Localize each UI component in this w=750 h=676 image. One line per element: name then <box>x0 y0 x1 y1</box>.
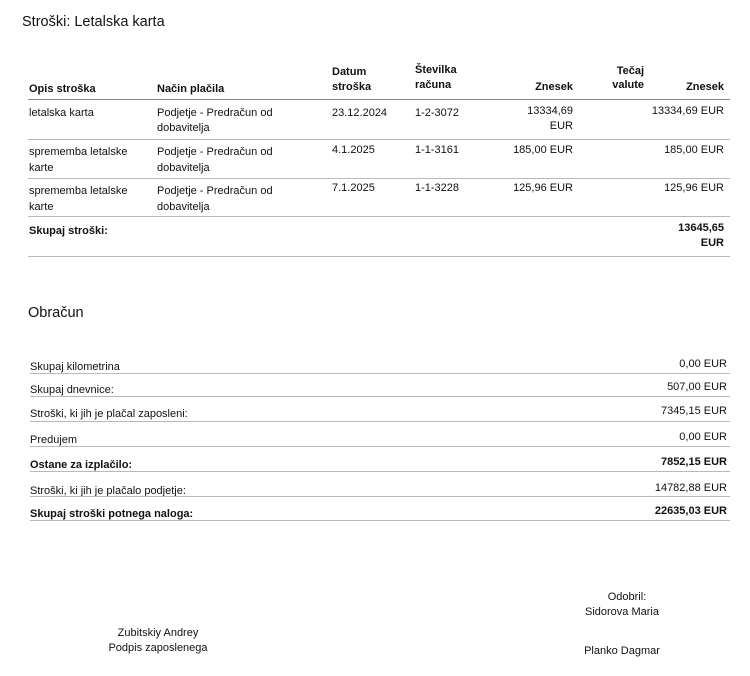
row3-nacin-line1: Podjetje - Predračun od <box>157 185 273 197</box>
settlement-row-label: Skupaj kilometrina <box>30 361 120 373</box>
settlement-title: Obračun <box>28 305 84 321</box>
row2-znesek-eur: 185,00 EUR <box>664 144 724 156</box>
header-datum-line2: stroška <box>332 81 372 93</box>
header-divider <box>28 99 730 100</box>
row3-datum: 7.1.2025 <box>332 182 375 194</box>
row1-znesek-line1: 13334,69 <box>527 105 573 117</box>
employee-signature-caption: Podpis zaposlenega <box>108 642 208 654</box>
settlement-row-value: 0,00 EUR <box>679 358 727 370</box>
row1-nacin-line1: Podjetje - Predračun od <box>157 107 273 119</box>
row2-opis-line1: sprememba letalske <box>29 146 128 158</box>
header-stevilka-line2: računa <box>415 79 452 91</box>
header-opis: Opis stroška <box>29 83 96 95</box>
settlement-row-divider <box>30 471 730 472</box>
row1-opis: letalska karta <box>29 107 94 119</box>
settlement-row-value: 0,00 EUR <box>679 431 727 443</box>
settlement-row-label: Ostane za izplačilo: <box>30 459 133 471</box>
employee-name: Zubitskiy Andrey <box>117 627 199 639</box>
row2-datum: 4.1.2025 <box>332 144 375 156</box>
settlement-row-value: 7345,15 EUR <box>660 405 727 417</box>
settlement-row-divider <box>30 421 730 422</box>
costs-total-divider <box>28 256 730 257</box>
settlement-row-divider <box>30 496 730 497</box>
header-znesek: Znesek <box>535 81 573 93</box>
row3-stevilka: 1-1-3228 <box>415 182 460 194</box>
row1-stevilka: 1-2-3072 <box>415 107 460 119</box>
row3-znesek-eur: 125,96 EUR <box>664 182 724 194</box>
approved-label: Odobril: <box>607 591 647 603</box>
row3-opis-line2: karte <box>29 201 54 213</box>
row2-nacin-line2: dobavitelja <box>157 162 210 174</box>
settlement-row-label: Skupaj stroški potnega naloga: <box>30 508 194 520</box>
costs-title: Stroški: Letalska karta <box>22 14 165 30</box>
settlement-row-value: 22635,03 EUR <box>654 505 727 517</box>
row1-znesek-line2: EUR <box>549 120 573 132</box>
row2-nacin-line1: Podjetje - Predračun od <box>157 146 273 158</box>
settlement-row-value: 507,00 EUR <box>667 381 727 393</box>
approver-2: Planko Dagmar <box>584 645 660 657</box>
settlement-row-label: Predujem <box>30 434 78 446</box>
settlement-row-label: Stroški, ki jih je plačalo podjetje: <box>30 485 186 497</box>
row1-znesek-eur: 13334,69 EUR <box>651 105 724 117</box>
row2-znesek: 185,00 EUR <box>513 144 573 156</box>
settlement-row-label: Skupaj dnevnice: <box>30 384 114 396</box>
row2-stevilka: 1-1-3161 <box>415 144 460 156</box>
row1-nacin-line2: dobavitelja <box>157 122 210 134</box>
row3-nacin-line2: dobavitelja <box>157 201 210 213</box>
row2-divider <box>28 178 730 179</box>
header-nacin: Način plačila <box>157 83 225 95</box>
header-tecaj-line2: valute <box>612 79 644 91</box>
costs-total-label: Skupaj stroški: <box>29 225 108 237</box>
settlement-row-divider <box>30 373 730 374</box>
settlement-row-label: Stroški, ki jih je plačal zaposleni: <box>30 408 188 420</box>
row3-divider <box>28 216 730 217</box>
row2-opis-line2: karte <box>29 162 54 174</box>
row1-datum: 23.12.2024 <box>332 107 388 119</box>
row1-divider <box>28 139 730 140</box>
row3-znesek: 125,96 EUR <box>513 182 573 194</box>
header-datum-line1: Datum <box>332 66 367 78</box>
costs-total-value-line2: EUR <box>700 237 724 249</box>
header-tecaj-line1: Tečaj <box>616 65 644 77</box>
header-stevilka-line1: Številka <box>415 64 457 76</box>
settlement-row-value: 7852,15 EUR <box>660 456 727 468</box>
approver-1: Sidorova Maria <box>585 606 659 618</box>
settlement-row-divider <box>30 396 730 397</box>
settlement-row-value: 14782,88 EUR <box>654 482 727 494</box>
header-znesek-eur: Znesek <box>686 81 724 93</box>
settlement-row-divider <box>30 520 730 521</box>
row3-opis-line1: sprememba letalske <box>29 185 128 197</box>
settlement-row-divider <box>30 446 730 447</box>
costs-total-value-line1: 13645,65 <box>678 222 724 234</box>
